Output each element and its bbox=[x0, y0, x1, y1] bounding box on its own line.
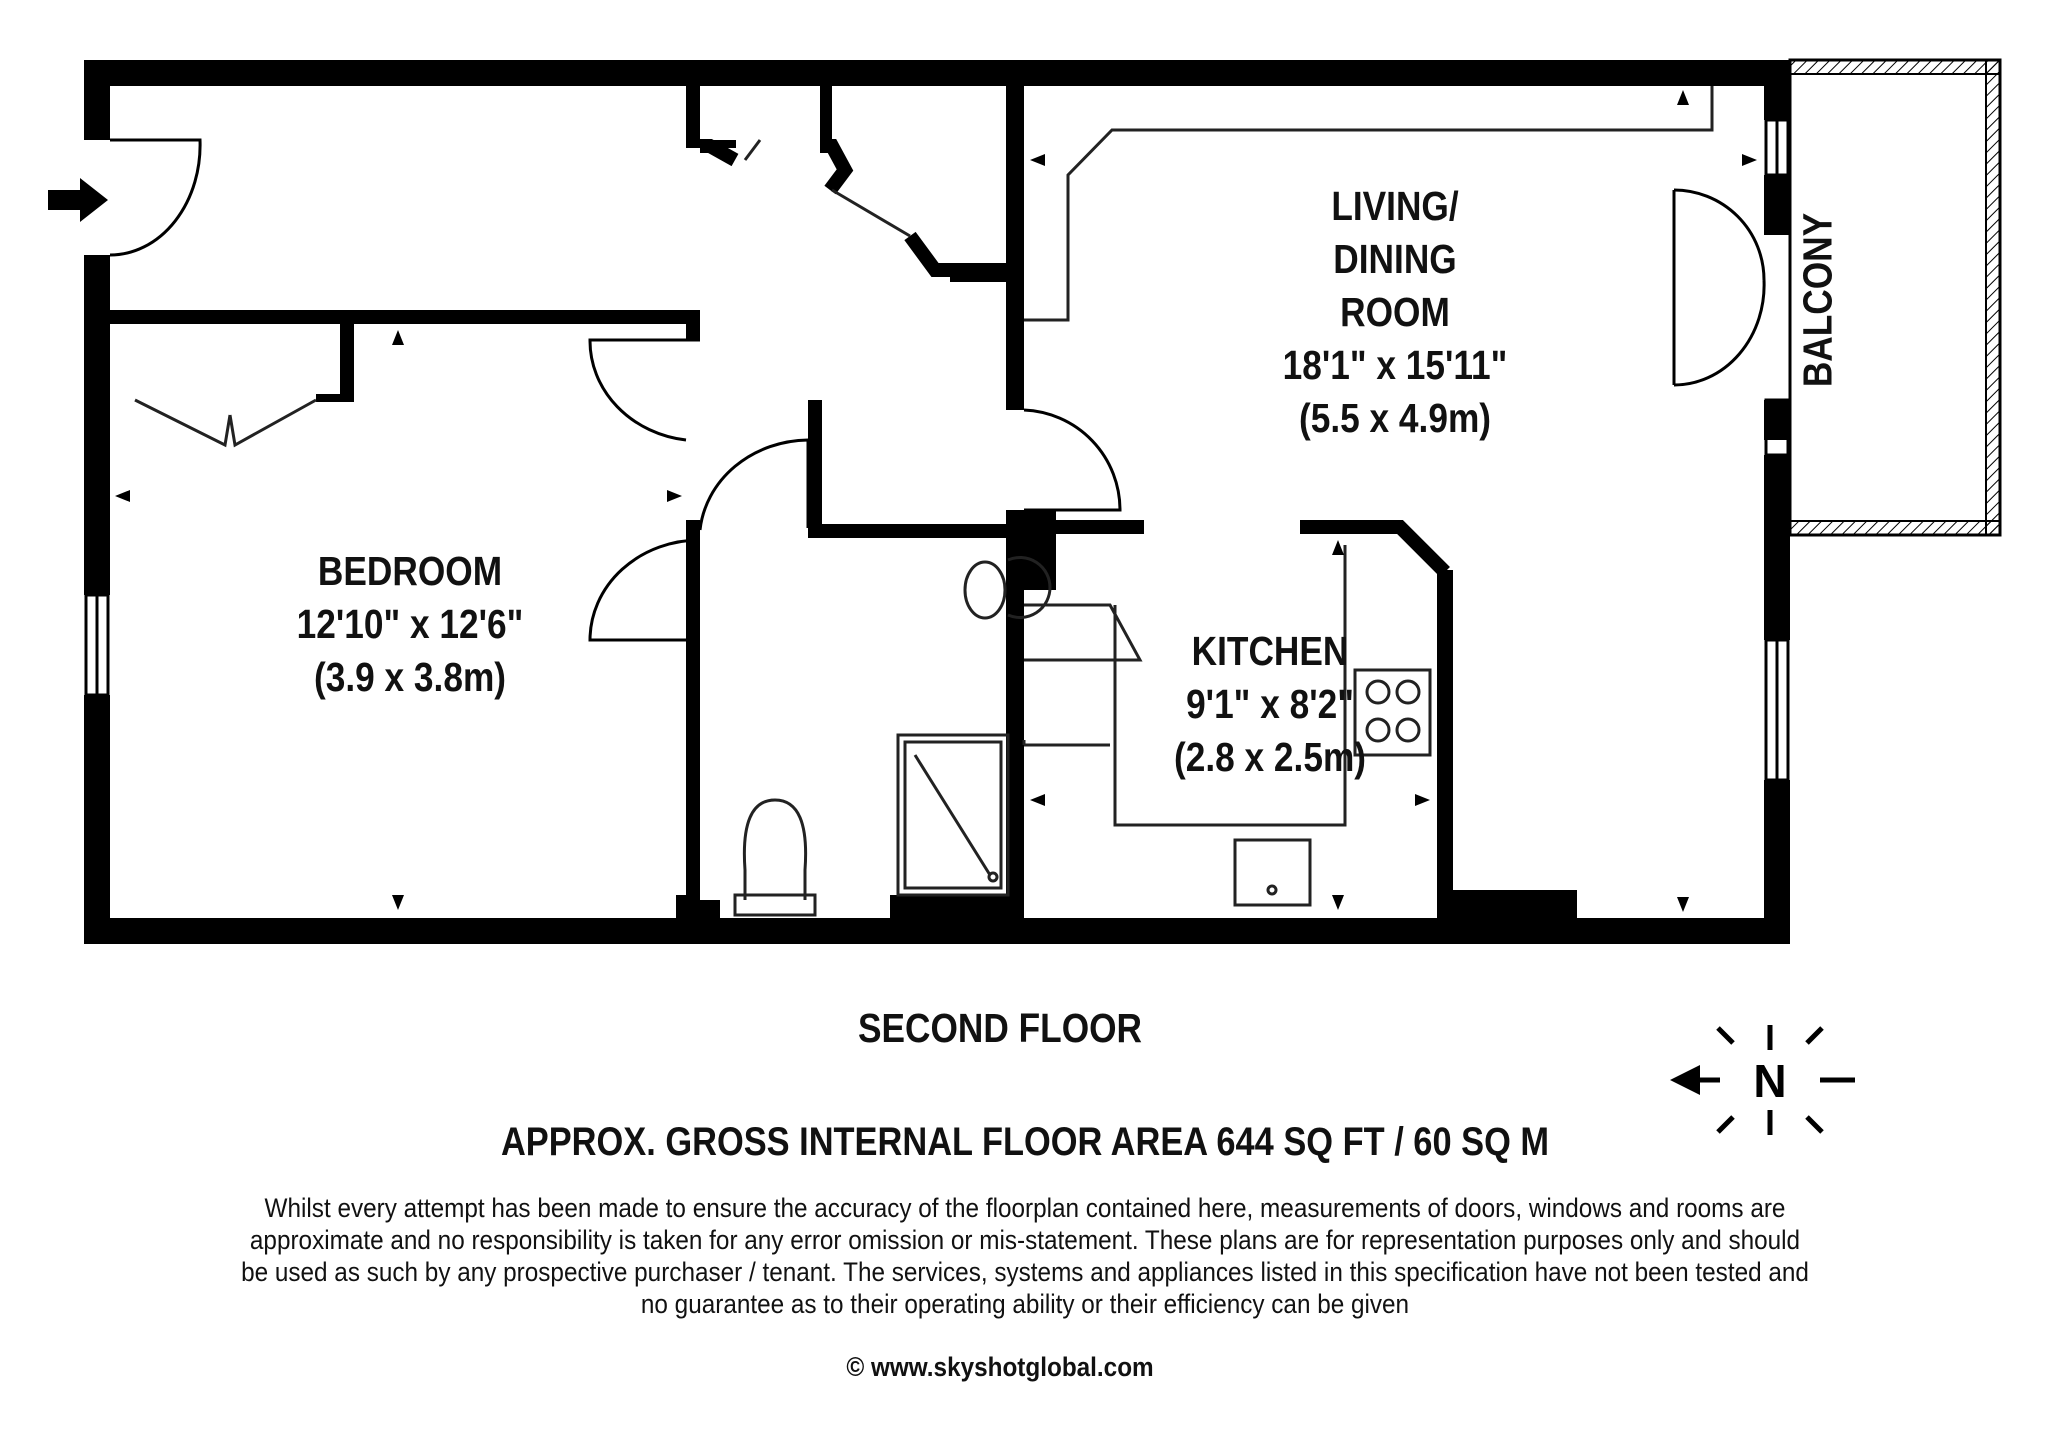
room-label-bedroom bbox=[238, 545, 582, 704]
room-label-living bbox=[1232, 180, 1559, 445]
living-metric: (5.5 x 4.9m) bbox=[1298, 395, 1492, 441]
disclaimer-text: Whilst every attempt has been made to ensure the accuracy of the floorplan contained here, measurements of doors, windows and rooms are approximate and no responsibility is taken for any error omission or mis-statement. These plans are for representation purposes only and should be used as such by any prospective purchaser / tenant. The services, systems and appliances listed in this specification have not been tested and no guarantee as to their operating ability or their efficiency can be given bbox=[241, 1193, 1809, 1319]
compass-letter: N bbox=[1753, 1055, 1787, 1107]
living-name-line3: ROOM bbox=[1340, 289, 1450, 335]
bedroom-metric: (3.9 x 3.8m) bbox=[313, 654, 507, 700]
fixtures-outline bbox=[135, 60, 2000, 915]
living-name-line1: LIVING/ bbox=[1331, 183, 1459, 229]
kitchen-imperial: 9'1" x 8'2" bbox=[1186, 681, 1354, 727]
room-label-kitchen bbox=[1098, 625, 1442, 784]
living-imperial: 18'1" x 15'11" bbox=[1282, 342, 1508, 388]
entrance-arrow-icon bbox=[48, 178, 108, 222]
balcony-name: BALCONY bbox=[1794, 212, 1841, 388]
bedroom-name: BEDROOM bbox=[317, 548, 503, 594]
floor-name: SECOND FLOOR bbox=[857, 1005, 1143, 1051]
kitchen-metric: (2.8 x 2.5m) bbox=[1173, 734, 1367, 780]
bedroom-imperial: 12'10" x 12'6" bbox=[296, 601, 524, 647]
credit-link[interactable]: © www.skyshotglobal.com bbox=[846, 1352, 1154, 1382]
kitchen-name: KITCHEN bbox=[1191, 628, 1349, 674]
living-name-line2: DINING bbox=[1333, 236, 1457, 282]
floor-area: APPROX. GROSS INTERNAL FLOOR AREA 644 SQ FT / 60 SQ M bbox=[500, 1120, 1550, 1164]
